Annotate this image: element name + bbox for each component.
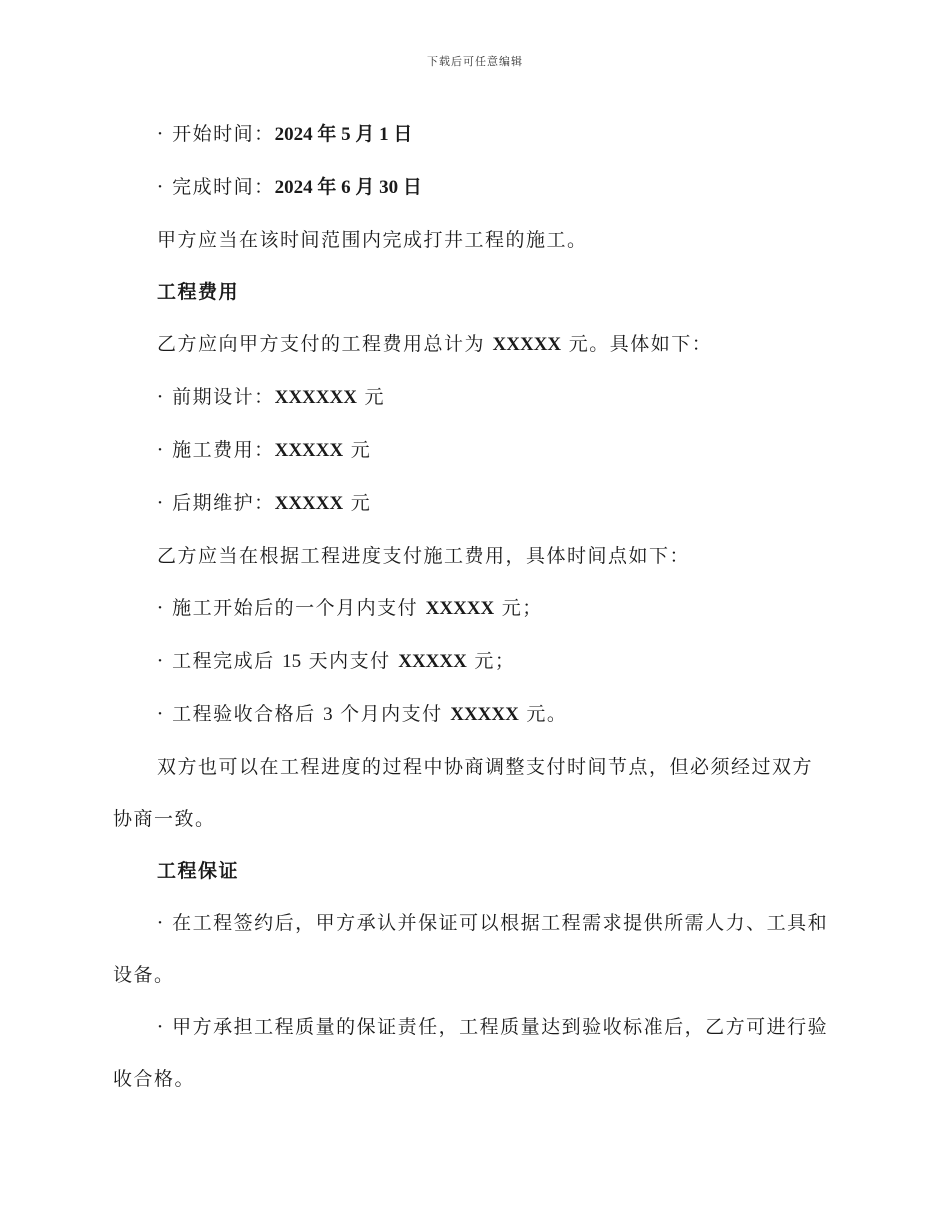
end-time-label: · 完成时间： xyxy=(157,176,275,198)
document-body xyxy=(113,108,829,1105)
payment-1-tail: 元； xyxy=(494,597,543,619)
guarantee-item-1: · 在工程签约后，甲方承认并保证可以根据工程需求提供所需人力、工具和设备。 xyxy=(113,912,829,986)
payment-2-days: 15 xyxy=(282,651,302,672)
build-cost-unit: 元 xyxy=(343,439,372,461)
guarantee-heading: 工程保证 xyxy=(157,860,240,882)
payment-item-1 xyxy=(113,582,829,635)
cost-intro-tail: 元。具体如下： xyxy=(561,333,713,355)
payment-3-tail: 元。 xyxy=(518,703,568,725)
payment-item-2 xyxy=(113,635,829,688)
time-note: 甲方应当在该时间范围内完成打井工程的施工。 xyxy=(157,229,588,251)
design-cost-item xyxy=(113,371,829,424)
guarantee-item-2: · 甲方承担工程质量的保证责任，工程质量达到验收标准后，乙方可进行验收合格。 xyxy=(113,1016,829,1090)
maintenance-cost-label: · 后期维护： xyxy=(157,492,275,514)
payment-1-text: · 施工开始后的一个月内支付 xyxy=(157,597,426,619)
maintenance-cost-unit: 元 xyxy=(343,492,372,514)
payment-intro: 乙方应当在根据工程进度支付施工费用，具体时间点如下： xyxy=(157,545,691,567)
payment-2-tail: 元； xyxy=(466,650,516,672)
payment-3-text: · 工程验收合格后 xyxy=(157,703,324,725)
end-time-value: 2024 年 6 月 30 日 xyxy=(274,177,422,198)
start-time-value: 2024 年 5 月 1 日 xyxy=(274,124,413,145)
maintenance-cost-item xyxy=(113,477,829,530)
payment-2-amount: XXXXX xyxy=(398,651,467,672)
design-cost-amount: XXXXXX xyxy=(274,387,357,408)
payment-3-amount: XXXXX xyxy=(450,704,519,725)
design-cost-label: · 前期设计： xyxy=(157,386,275,408)
payment-2-text: · 工程完成后 xyxy=(157,650,283,672)
cost-intro xyxy=(113,318,829,371)
cost-intro-text: 乙方应向甲方支付的工程费用总计为 xyxy=(157,333,493,355)
payment-2-mid: 天内支付 xyxy=(301,650,399,672)
build-cost-label: · 施工费用： xyxy=(157,439,275,461)
payment-3-months: 3 xyxy=(323,704,333,725)
adjust-note: 双方也可以在工程进度的过程中协商调整支付时间节点，但必须经过双方协商一致。 xyxy=(113,756,814,830)
cost-total-amount: XXXXX xyxy=(492,334,562,355)
maintenance-cost-amount: XXXXX xyxy=(274,493,344,514)
cost-heading: 工程费用 xyxy=(157,281,240,303)
end-time-item xyxy=(113,161,829,214)
payment-item-3 xyxy=(113,688,829,741)
design-cost-unit: 元 xyxy=(356,386,385,408)
page-header: 下载后可任意编辑 xyxy=(427,55,523,68)
build-cost-item xyxy=(113,424,829,477)
build-cost-amount: XXXXX xyxy=(274,440,344,461)
start-time-label: · 开始时间： xyxy=(157,123,275,145)
payment-1-amount: XXXXX xyxy=(425,598,495,619)
start-time-item xyxy=(113,108,829,161)
payment-3-mid: 个月内支付 xyxy=(332,703,451,725)
